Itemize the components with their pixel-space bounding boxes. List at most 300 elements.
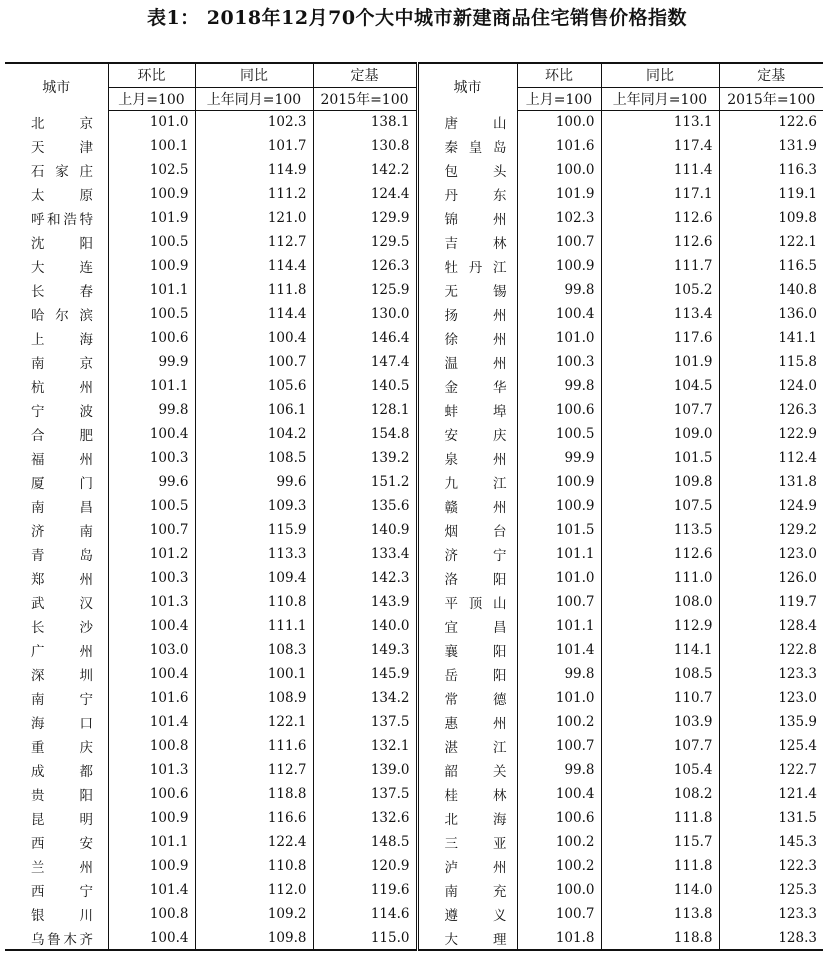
yoy-value: 111.0 xyxy=(601,566,719,590)
yoy-value: 122.4 xyxy=(195,830,313,854)
city-name: 徐州 xyxy=(444,332,507,348)
fixed-value: 124.0 xyxy=(719,374,823,398)
city-cell xyxy=(5,110,108,134)
city-name: 韶关 xyxy=(444,764,507,780)
city-name: 兰州 xyxy=(31,860,93,876)
yoy-value: 109.0 xyxy=(601,422,719,446)
mom-value: 101.1 xyxy=(108,374,195,398)
table-row xyxy=(5,542,823,566)
yoy-value: 109.8 xyxy=(601,470,719,494)
city-cell xyxy=(5,542,108,566)
yoy-value: 106.1 xyxy=(195,398,313,422)
city-name: 北京 xyxy=(31,116,93,132)
fixed-value: 109.8 xyxy=(719,206,823,230)
city-name: 常德 xyxy=(444,692,507,708)
fixed-value: 130.0 xyxy=(313,302,417,326)
city-cell xyxy=(417,182,517,206)
yoy-value: 118.8 xyxy=(195,782,313,806)
city-name: 牡丹江 xyxy=(444,260,507,276)
city-name: 乌鲁木齐 xyxy=(31,931,93,948)
table-row xyxy=(5,326,823,350)
mom-value: 100.8 xyxy=(108,902,195,926)
mom-value: 100.3 xyxy=(108,566,195,590)
table-row xyxy=(5,614,823,638)
table-row xyxy=(5,446,823,470)
yoy-value: 101.7 xyxy=(195,134,313,158)
mom-value: 100.6 xyxy=(517,806,601,830)
yoy-value: 114.9 xyxy=(195,158,313,182)
city-name: 重庆 xyxy=(31,740,93,756)
fixed-value: 131.8 xyxy=(719,470,823,494)
fixed-value: 147.4 xyxy=(313,350,417,374)
city-name: 杭州 xyxy=(31,380,93,396)
fixed-value: 125.4 xyxy=(719,734,823,758)
mom-value: 100.5 xyxy=(108,494,195,518)
city-cell xyxy=(417,422,517,446)
fixed-base-header: 2015年=100 xyxy=(719,87,823,110)
yoy-header: 同比 xyxy=(195,63,313,87)
fixed-value: 123.0 xyxy=(719,686,823,710)
table-row xyxy=(5,926,823,950)
fixed-value: 122.7 xyxy=(719,758,823,782)
city-cell xyxy=(417,782,517,806)
mom-value: 100.5 xyxy=(108,230,195,254)
mom-value: 100.9 xyxy=(517,470,601,494)
mom-value: 100.8 xyxy=(108,734,195,758)
city-cell xyxy=(417,686,517,710)
city-name: 成都 xyxy=(31,764,93,780)
yoy-value: 121.0 xyxy=(195,206,313,230)
city-cell xyxy=(5,278,108,302)
city-cell xyxy=(417,614,517,638)
fixed-value: 140.9 xyxy=(313,518,417,542)
fixed-value: 124.4 xyxy=(313,182,417,206)
fixed-value: 136.0 xyxy=(719,302,823,326)
city-name: 襄阳 xyxy=(444,644,507,660)
city-name: 上海 xyxy=(31,332,93,348)
city-cell xyxy=(417,206,517,230)
city-name: 北海 xyxy=(444,812,507,828)
mom-value: 101.1 xyxy=(108,278,195,302)
mom-value: 100.6 xyxy=(108,782,195,806)
fixed-value: 129.5 xyxy=(313,230,417,254)
fixed-value: 137.5 xyxy=(313,782,417,806)
yoy-value: 112.6 xyxy=(601,542,719,566)
city-name: 哈尔滨 xyxy=(31,308,93,324)
yoy-value: 112.0 xyxy=(195,878,313,902)
city-cell xyxy=(5,854,108,878)
yoy-value: 113.3 xyxy=(195,542,313,566)
city-name: 银川 xyxy=(31,908,93,924)
fixed-value: 143.9 xyxy=(313,590,417,614)
fixed-value: 123.0 xyxy=(719,542,823,566)
mom-value: 102.3 xyxy=(517,206,601,230)
fixed-value: 122.9 xyxy=(719,422,823,446)
mom-value: 100.7 xyxy=(517,734,601,758)
yoy-value: 112.7 xyxy=(195,758,313,782)
fixed-value: 123.3 xyxy=(719,662,823,686)
yoy-value: 108.5 xyxy=(601,662,719,686)
city-name: 石家庄 xyxy=(31,164,93,180)
yoy-value: 109.2 xyxy=(195,902,313,926)
yoy-value: 105.2 xyxy=(601,278,719,302)
city-name: 武汉 xyxy=(31,596,93,612)
fixed-value: 132.6 xyxy=(313,806,417,830)
city-cell xyxy=(5,734,108,758)
mom-value: 101.0 xyxy=(517,566,601,590)
city-cell xyxy=(5,686,108,710)
city-name: 泸州 xyxy=(444,860,507,876)
table-row xyxy=(5,734,823,758)
mom-value: 99.9 xyxy=(108,350,195,374)
table-row xyxy=(5,662,823,686)
fixed-value: 116.3 xyxy=(719,158,823,182)
mom-value: 100.9 xyxy=(517,494,601,518)
fixed-value: 122.8 xyxy=(719,638,823,662)
table-row xyxy=(5,374,823,398)
city-cell xyxy=(5,830,108,854)
mom-value: 100.7 xyxy=(517,590,601,614)
city-cell xyxy=(417,734,517,758)
yoy-base-header: 上年同月=100 xyxy=(601,87,719,110)
city-name: 长春 xyxy=(31,284,93,300)
mom-value: 100.4 xyxy=(108,422,195,446)
yoy-header: 同比 xyxy=(601,63,719,87)
city-name: 沈阳 xyxy=(31,236,93,252)
fixed-value: 126.0 xyxy=(719,566,823,590)
mom-value: 101.4 xyxy=(108,710,195,734)
yoy-value: 112.9 xyxy=(601,614,719,638)
fixed-value: 149.3 xyxy=(313,638,417,662)
mom-value: 101.6 xyxy=(108,686,195,710)
table-row xyxy=(5,398,823,422)
city-cell xyxy=(417,374,517,398)
mom-value: 100.2 xyxy=(517,854,601,878)
city-name: 桂林 xyxy=(444,788,507,804)
fixed-value: 128.4 xyxy=(719,614,823,638)
mom-value: 100.5 xyxy=(108,302,195,326)
yoy-value: 114.4 xyxy=(195,254,313,278)
city-name: 赣州 xyxy=(444,500,507,516)
mom-value: 99.9 xyxy=(517,446,601,470)
city-name: 济宁 xyxy=(444,548,507,564)
yoy-value: 107.7 xyxy=(601,734,719,758)
yoy-value: 105.6 xyxy=(195,374,313,398)
fixed-value: 140.0 xyxy=(313,614,417,638)
mom-value: 100.7 xyxy=(517,902,601,926)
city-cell xyxy=(5,494,108,518)
fixed-value: 139.2 xyxy=(313,446,417,470)
city-name: 安庆 xyxy=(444,428,507,444)
table-row xyxy=(5,566,823,590)
city-name: 吉林 xyxy=(444,236,507,252)
mom-value: 101.1 xyxy=(517,542,601,566)
city-name: 湛江 xyxy=(444,740,507,756)
fixed-value: 134.2 xyxy=(313,686,417,710)
yoy-value: 111.8 xyxy=(601,806,719,830)
fixed-value: 135.6 xyxy=(313,494,417,518)
fixed-value: 145.9 xyxy=(313,662,417,686)
city-name: 深圳 xyxy=(31,668,93,684)
fixed-value: 126.3 xyxy=(719,398,823,422)
fixed-value: 119.1 xyxy=(719,182,823,206)
city-cell xyxy=(5,878,108,902)
city-cell xyxy=(5,638,108,662)
mom-value: 99.8 xyxy=(517,374,601,398)
yoy-value: 115.9 xyxy=(195,518,313,542)
yoy-value: 108.3 xyxy=(195,638,313,662)
table-row xyxy=(5,110,823,134)
mom-value: 101.6 xyxy=(517,134,601,158)
city-header: 城市 xyxy=(5,63,108,110)
mom-value: 100.0 xyxy=(517,158,601,182)
fixed-value: 138.1 xyxy=(313,110,417,134)
yoy-value: 113.5 xyxy=(601,518,719,542)
city-cell xyxy=(417,710,517,734)
city-name: 海口 xyxy=(31,716,93,732)
fixed-value: 122.3 xyxy=(719,854,823,878)
city-cell xyxy=(417,494,517,518)
city-cell xyxy=(5,326,108,350)
yoy-value: 101.5 xyxy=(601,446,719,470)
mom-value: 101.1 xyxy=(517,614,601,638)
fixed-value: 121.4 xyxy=(719,782,823,806)
yoy-value: 111.8 xyxy=(601,854,719,878)
fixed-value: 129.2 xyxy=(719,518,823,542)
fixed-value: 122.1 xyxy=(719,230,823,254)
city-cell xyxy=(417,302,517,326)
mom-value: 100.4 xyxy=(108,614,195,638)
table-row xyxy=(5,686,823,710)
table-row xyxy=(5,134,823,158)
fixed-value: 119.6 xyxy=(313,878,417,902)
table-row xyxy=(5,830,823,854)
city-cell xyxy=(5,350,108,374)
city-cell xyxy=(417,542,517,566)
fixed-value: 133.4 xyxy=(313,542,417,566)
city-cell xyxy=(417,254,517,278)
mom-value: 100.9 xyxy=(517,254,601,278)
yoy-value: 103.9 xyxy=(601,710,719,734)
fixed-value: 115.0 xyxy=(313,926,417,950)
city-cell xyxy=(417,350,517,374)
mom-value: 101.1 xyxy=(108,830,195,854)
fixed-value: 124.9 xyxy=(719,494,823,518)
city-cell xyxy=(417,470,517,494)
city-cell xyxy=(5,206,108,230)
yoy-value: 112.6 xyxy=(601,230,719,254)
city-cell xyxy=(417,230,517,254)
city-cell xyxy=(417,326,517,350)
fixed-value: 132.1 xyxy=(313,734,417,758)
yoy-value: 111.6 xyxy=(195,734,313,758)
mom-value: 99.8 xyxy=(108,398,195,422)
table-row xyxy=(5,854,823,878)
fixed-value: 140.5 xyxy=(313,374,417,398)
city-name: 包头 xyxy=(444,164,507,180)
city-name: 西安 xyxy=(31,836,93,852)
mom-value: 101.3 xyxy=(108,758,195,782)
fixed-value: 151.2 xyxy=(313,470,417,494)
mom-header: 环比 xyxy=(108,63,195,87)
city-name: 大理 xyxy=(444,931,507,948)
city-name: 锦州 xyxy=(444,212,507,228)
mom-value: 100.5 xyxy=(517,422,601,446)
fixed-value: 148.5 xyxy=(313,830,417,854)
yoy-value: 114.1 xyxy=(601,638,719,662)
city-cell xyxy=(5,446,108,470)
fixed-value: 140.8 xyxy=(719,278,823,302)
city-cell xyxy=(5,710,108,734)
yoy-value: 110.8 xyxy=(195,854,313,878)
city-name: 秦皇岛 xyxy=(444,140,507,156)
yoy-value: 108.5 xyxy=(195,446,313,470)
city-name: 济南 xyxy=(31,524,93,540)
mom-value: 100.4 xyxy=(108,926,195,950)
city-name: 厦门 xyxy=(31,476,93,492)
city-name: 广州 xyxy=(31,644,93,660)
city-name: 唐山 xyxy=(444,116,507,132)
fixed-value: 137.5 xyxy=(313,710,417,734)
city-name: 扬州 xyxy=(444,308,507,324)
mom-value: 101.3 xyxy=(108,590,195,614)
table-row xyxy=(5,806,823,830)
city-name: 大连 xyxy=(31,260,93,276)
city-header: 城市 xyxy=(417,63,517,110)
table-row xyxy=(5,206,823,230)
yoy-value: 100.7 xyxy=(195,350,313,374)
fixed-value: 146.4 xyxy=(313,326,417,350)
yoy-value: 109.8 xyxy=(195,926,313,950)
city-cell xyxy=(5,302,108,326)
mom-value: 101.8 xyxy=(517,926,601,950)
yoy-base-header: 上年同月=100 xyxy=(195,87,313,110)
city-cell xyxy=(417,926,517,950)
yoy-value: 107.7 xyxy=(601,398,719,422)
mom-value: 100.0 xyxy=(517,878,601,902)
yoy-value: 104.5 xyxy=(601,374,719,398)
mom-value: 101.0 xyxy=(517,686,601,710)
city-name: 南京 xyxy=(31,356,93,372)
table-row xyxy=(5,590,823,614)
fixed-value: 122.6 xyxy=(719,110,823,134)
mom-value: 100.7 xyxy=(517,230,601,254)
yoy-value: 110.8 xyxy=(195,590,313,614)
yoy-value: 109.4 xyxy=(195,566,313,590)
fixed-value: 142.2 xyxy=(313,158,417,182)
city-name: 南充 xyxy=(444,884,507,900)
mom-value: 101.4 xyxy=(108,878,195,902)
city-name: 郑州 xyxy=(31,572,93,588)
mom-value: 100.3 xyxy=(108,446,195,470)
mom-value: 100.6 xyxy=(517,398,601,422)
city-cell xyxy=(417,806,517,830)
fixed-value: 131.5 xyxy=(719,806,823,830)
city-cell xyxy=(417,566,517,590)
fixed-value: 112.4 xyxy=(719,446,823,470)
city-cell xyxy=(417,662,517,686)
city-name: 惠州 xyxy=(444,716,507,732)
city-cell xyxy=(5,398,108,422)
city-cell xyxy=(417,398,517,422)
yoy-value: 111.2 xyxy=(195,182,313,206)
fixed-value: 115.8 xyxy=(719,350,823,374)
mom-value: 100.3 xyxy=(517,350,601,374)
fixed-value: 128.1 xyxy=(313,398,417,422)
city-name: 泉州 xyxy=(444,452,507,468)
yoy-value: 111.8 xyxy=(195,278,313,302)
city-name: 呼和浩特 xyxy=(31,212,93,228)
table-row xyxy=(5,350,823,374)
city-cell xyxy=(417,758,517,782)
yoy-value: 109.3 xyxy=(195,494,313,518)
mom-value: 101.9 xyxy=(517,182,601,206)
yoy-value: 112.6 xyxy=(601,206,719,230)
yoy-value: 100.1 xyxy=(195,662,313,686)
city-cell xyxy=(5,662,108,686)
fixed-value: 142.3 xyxy=(313,566,417,590)
city-name: 福州 xyxy=(31,452,93,468)
city-name: 岳阳 xyxy=(444,668,507,684)
mom-value: 100.2 xyxy=(517,830,601,854)
mom-value: 101.2 xyxy=(108,542,195,566)
fixed-value: 135.9 xyxy=(719,710,823,734)
city-name: 无锡 xyxy=(444,284,507,300)
yoy-value: 114.4 xyxy=(195,302,313,326)
yoy-value: 105.4 xyxy=(601,758,719,782)
fixed-header: 定基 xyxy=(719,63,823,87)
city-cell xyxy=(417,446,517,470)
city-name: 昆明 xyxy=(31,812,93,828)
fixed-value: 114.6 xyxy=(313,902,417,926)
mom-value: 101.4 xyxy=(517,638,601,662)
city-name: 南昌 xyxy=(31,500,93,516)
mom-value: 100.4 xyxy=(517,782,601,806)
yoy-value: 111.1 xyxy=(195,614,313,638)
yoy-value: 113.1 xyxy=(601,110,719,134)
city-name: 金华 xyxy=(444,380,507,396)
mom-value: 100.9 xyxy=(108,182,195,206)
city-name: 贵阳 xyxy=(31,788,93,804)
mom-value: 100.6 xyxy=(108,326,195,350)
city-cell xyxy=(5,470,108,494)
fixed-value: 125.3 xyxy=(719,878,823,902)
city-cell xyxy=(5,254,108,278)
table-row xyxy=(5,470,823,494)
city-cell xyxy=(5,134,108,158)
fixed-value: 139.0 xyxy=(313,758,417,782)
city-name: 宜昌 xyxy=(444,620,507,636)
table-row xyxy=(5,638,823,662)
yoy-value: 118.8 xyxy=(601,926,719,950)
mom-value: 103.0 xyxy=(108,638,195,662)
city-cell xyxy=(5,182,108,206)
mom-value: 102.5 xyxy=(108,158,195,182)
fixed-value: 126.3 xyxy=(313,254,417,278)
city-name: 青岛 xyxy=(31,548,93,564)
fixed-value: 116.5 xyxy=(719,254,823,278)
table-row xyxy=(5,254,823,278)
yoy-value: 111.4 xyxy=(601,158,719,182)
yoy-value: 114.0 xyxy=(601,878,719,902)
city-name: 蚌埠 xyxy=(444,404,507,420)
table-row xyxy=(5,422,823,446)
mom-value: 100.4 xyxy=(108,662,195,686)
mom-base-header: 上月=100 xyxy=(108,87,195,110)
table-row xyxy=(5,230,823,254)
city-cell xyxy=(5,230,108,254)
fixed-header: 定基 xyxy=(313,63,417,87)
